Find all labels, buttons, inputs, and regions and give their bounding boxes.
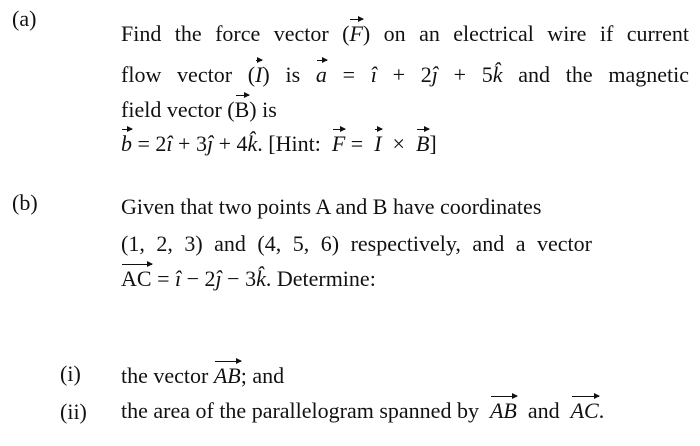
text-field-vector: field vector (B) is (121, 97, 277, 122)
part-b-ii-text (121, 396, 604, 422)
part-a-line-4 (121, 129, 437, 155)
text-parallelogram-area: the area of the parallelogram spanned by AB and AC. (121, 398, 605, 423)
part-a-line-2 (121, 60, 689, 86)
text-flow-vector: flow vector (I) is a = î + 2ĵ + 5k̂ and the magnetic (121, 62, 689, 87)
part-b-label: (b) (12, 190, 38, 215)
part-b-i-text (121, 361, 284, 387)
text-find-force: Find the force vector (F) on an electrical wire if current (121, 21, 690, 46)
part-b-line-3 (121, 264, 376, 290)
part-a-line-3 (121, 95, 277, 121)
text-vector-ab: the vector AB; and (121, 363, 285, 388)
part-b-line-1: Given that two points A and B have coordinates (121, 194, 542, 219)
equation-ac: AC = î − 2ĵ − 3k̂. Determine: (121, 266, 376, 291)
part-b-line-2: (1, 2, 3) and (4, 5, 6) respectively, and a vector (121, 231, 592, 256)
part-b-ii-label: (ii) (60, 399, 87, 424)
part-a-line-1 (121, 19, 689, 45)
part-a-label: (a) (12, 6, 37, 31)
part-b-i-label: (i) (60, 361, 81, 386)
equation-b-hint: b = 2î + 3ĵ + 4k̂. [Hint: F = I × B] (121, 131, 437, 156)
